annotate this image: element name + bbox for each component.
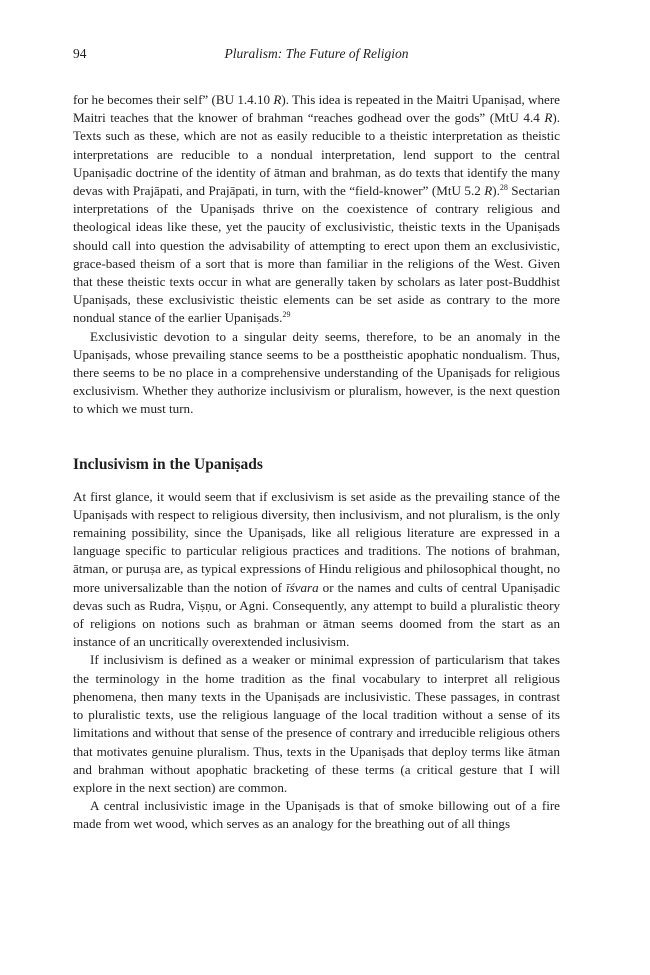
footnote-ref-28[interactable]: 28 [499,183,508,193]
page-header [73,46,560,66]
footnote-ref-29[interactable]: 29 [282,310,291,320]
paragraph-4: If inclusivism is defined as a weaker or minimal expression of particularism that takes the terminology in the home tradition as the final vocabulary to interpret all religious phenomena, then many texts in the Upaniṣads are inclusivistic. These passages, in contrast to pluralistic texts, use the religious language of the local tradition without a sense of its limitations and without that sense of the presence of contrary and irreducible religious others that motivates genuine pluralism. Thus, texts in the Upaniṣads that deploy terms like ātman and brahman without apophatic bracketing of these terms (a critical gesture that I will explore in the next section) are common. [73,652,560,795]
paragraph-5: A central inclusivistic image in the Upaniṣads is that of smoke billowing out of a fire made from wet wood, which serves as an analogy for the breathing out of all things [73,798,560,832]
paragraph-3: At first glance, it would seem that if exclusivism is set aside as the prevailing stance of the Upaniṣads with respect to religious diversity, then inclusivism, and not pluralism, is the only remaining possibility, since the Upaniṣads, like all religious literature are expressed in a language specific to particular religious practices and traditions. The notions of brahman, ātman, or puruṣa are, as typical expressions of Hindu religious and philosophical thought, no more universalizable than the notion of īśvara or the names and cults of central Upaniṣadic devas such as Rudra, Viṣṇu, or Agni. Consequently, any attempt to build a pluralistic theory of religions on notions such as brahman or ātman seems doomed from the start as an instance of an uncritically overextended inclusivism. [73,488,560,650]
body-text [73,91,560,834]
running-title: Pluralism: The Future of Religion [224,46,409,61]
paragraph-1: for he becomes their self” (BU 1.4.10 R). This idea is repeated in the Maitri Upaniṣad, where Maitri teaches that the knower of brahman “reaches godhead over the gods” (MtU 4.4 R). Texts such as these, which are not as easily reducible to a theistic interpretation as theistic interpretations are reducible to a nondual interpretation, lend support to the central Upaniṣadic doctrine of the identity of ātman and brahman, as do texts that identify the many devas with Prajāpati, and Prajāpati, in turn, with the “field-knower” (MtU 5.2 R).$^{28}$ Sectarian interpretations of the Upaniṣads thrive on the coexistence of contrary religious and theological ideas like these, yet the paucity of exclusivistic, theistic texts in the Upaniṣads should call into question the advisability of attempting to erect upon them an exclusivistic, grace-based theism of a sort that is more than familiar in the religions of the West. Given that these theistic texts occur in what are generally taken by scholars as later post-Buddhist Upaniṣads, these exclusivistic theistic elements can be set aside as contrary to the more nondual stance of the earlier Upaniṣads.$^{29}$ [73,92,560,326]
paragraph-2: Exclusivistic devotion to a singular deity seems, therefore, to be an anomaly in the Upaniṣads, whose prevailing stance seems to be a posttheistic apophatic nondualism. Thus, there seems to be no place in a comprehensive understanding of the Upaniṣads for religious exclusivism. Whether they authorize inclusivism or pluralism, however, is the next question to which we must turn. [73,328,560,417]
section-heading: Inclusivism in the Upaniṣads [73,455,263,473]
page-number: 94 [73,46,87,61]
